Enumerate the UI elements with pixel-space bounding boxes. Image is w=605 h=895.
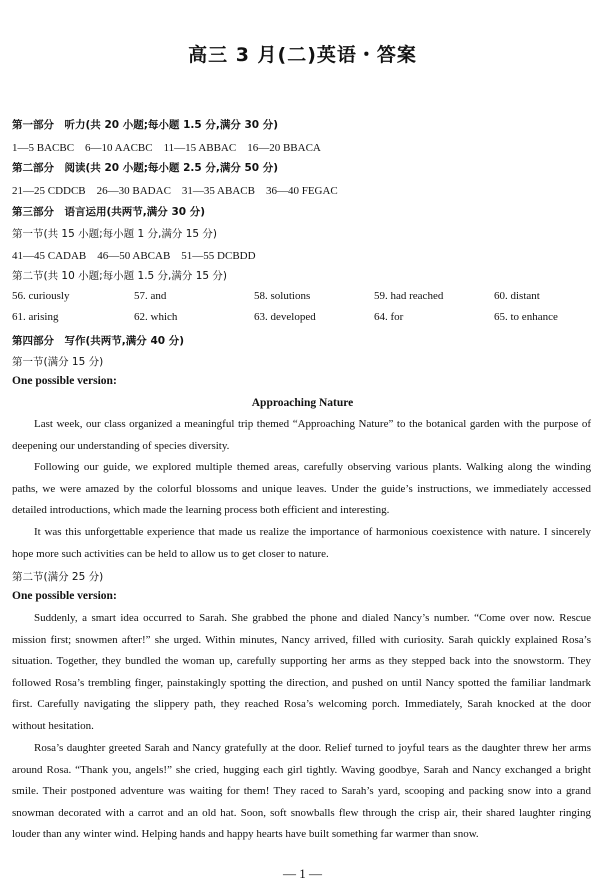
story-paragraph-1: Suddenly, a smart idea occurred to Sarah. She grabbed the phone and dialed Nancy’s number. “Come over now. Rescue mission first; snowmen after!” she urged. Within minutes, Nancy arrived, filled with curiosity. Sarah quickly explained Rosa’s situation. Together, they bundled the woman up, carefully supporting her arms as they stepped back into the snowstorm. They followed Rosa’s trembling finger, painstakingly spotting the direction, and pushed on until Nancy spotted the familiar landmark first. Carefully navigating the slippery path, they reached Rosa’s welcoming porch. Immediately, Sarah knocked at the door without hesitation.: [12, 612, 591, 732]
part2-heading: 第二部分 阅读(共 20 小题;每小题 2.5 分,满分 50 分): [12, 162, 279, 174]
answer-62: 62. which: [134, 311, 178, 323]
answer-57: 57. and: [134, 290, 167, 302]
part4-heading: 第四部分 写作(共两节,满分 40 分): [12, 335, 185, 347]
answer-60: 60. distant: [494, 290, 540, 302]
essay-paragraph-3: It was this unforgettable experience that made us realize the importance of harmonious coexistence with nature. I sincerely hope more such activities can be held to allow us to get closer to nature.: [12, 526, 591, 560]
version-label-2: One possible version:: [12, 590, 117, 602]
answer-65: 65. to enhance: [494, 311, 558, 323]
essay-paragraph-1: Last week, our class organized a meaningful trip themed “Approaching Nature” to the botanical garden with the purpose of deepening our understanding of species diversity.: [12, 418, 591, 452]
part3-section1-heading: 第一节(共 15 小题;每小题 1 分,满分 15 分): [12, 228, 217, 240]
story-paragraph-2: Rosa’s daughter greeted Sarah and Nancy gratefully at the door. Relief turned to joyful tears as the daughter threw her arms around Rosa. “Thank you, angels!” she cried, hugging each girl tightly. Waving goodbye, Sarah and Nancy exchanged a bright smile. Their postponed adventure was waiting for them! They raced to Sarah’s yard, scooping and packing snow into a grand snowman decorated with a carrot and an old hat. Soon, soft snowballs flew through the crisp air, their shared laughter ringing louder than any winter wind. Helping hands and happy hearts have built something far warmer than snow.: [12, 742, 591, 841]
answer-56: 56. curiously: [12, 290, 70, 302]
essay-paragraph-2: Following our guide, we explored multiple themed areas, carefully observing various plants. Walking along the winding paths, we were amazed by the colorful blossoms and unique leaves. Under the guide’s instructions, we immediately accessed detailed introductions, which made the learning process both efficient and interesting.: [12, 461, 591, 517]
answer-58: 58. solutions: [254, 290, 311, 302]
answer-59: 59. had reached: [374, 290, 444, 302]
part1-heading: 第一部分 听力(共 20 小题;每小题 1.5 分,满分 30 分): [12, 119, 279, 131]
part2-answers: 21—25 CDDCB 26—30 BADAC 31—35 ABACB 36—40 FEGAC: [12, 185, 338, 197]
page-number: — 1 —: [283, 866, 322, 881]
page-title: 高三 3 月(二)英语・答案: [188, 44, 417, 66]
answer-63: 63. developed: [254, 311, 316, 323]
essay-title: Approaching Nature: [251, 397, 354, 409]
part4-section1-heading: 第一节(满分 15 分): [12, 356, 104, 368]
answer-61: 61. arising: [12, 311, 59, 323]
answer-64: 64. for: [374, 311, 404, 323]
version-label-1: One possible version:: [12, 375, 117, 387]
part4-section2-heading: 第二节(满分 25 分): [12, 571, 104, 583]
part3-section2-heading: 第二节(共 10 小题;每小题 1.5 分,满分 15 分): [12, 270, 228, 282]
part1-answers: 1—5 BACBC 6—10 AACBC 11—15 ABBAC 16—20 BBACA: [12, 142, 321, 154]
part3-section1-answers: 41—45 CADAB 46—50 ABCAB 51—55 DCBDD: [12, 250, 256, 262]
part3-heading: 第三部分 语言运用(共两节,满分 30 分): [12, 206, 206, 218]
